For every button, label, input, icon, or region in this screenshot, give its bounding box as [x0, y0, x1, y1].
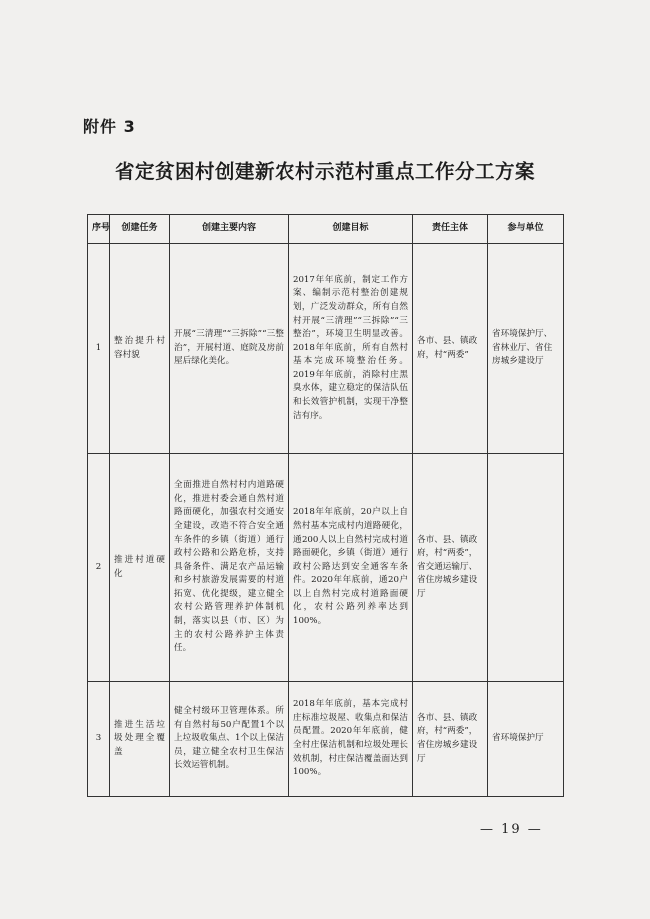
row-participants: [488, 454, 564, 682]
table-row: [88, 682, 564, 797]
row-content: 健全村级环卫管理体系。所有自然村每50户配置1个以上垃圾收集点、1个以上保洁员，建立健全农村卫生保洁长效运管机制。: [170, 682, 289, 797]
row-goal: 2018年年底前，基本完成村庄标准垃圾屋、收集点和保洁员配置。2020年年底前，健全村庄保洁机制和垃圾处理长效机制，村庄保洁覆盖面达到100%。: [289, 682, 413, 797]
row-task: 推进村道硬化: [110, 454, 170, 682]
work-division-table: [87, 214, 564, 797]
row-index: 1: [88, 244, 110, 454]
row-task: 整治提升村容村貌: [110, 244, 170, 454]
table-row: [88, 244, 564, 454]
row-content: 全面推进自然村村内道路硬化，推进村委会通自然村道路面硬化，加强农村交通安全建设，改造不符合安全通车条件的乡镇（街道）通行政村公路和公路危桥，支持具备条件、满足农产品运输和乡村旅游发展需要的村道拓宽、优化提级，建立健全农村公路管理养护体制机制，落实以县（市、区）为主的农村公路养护主体责任。: [170, 454, 289, 682]
row-responsible: 各市、县、镇政府，村“两委”: [413, 244, 488, 454]
row-participants: 省环境保护厅: [488, 682, 564, 797]
row-index: 2: [88, 454, 110, 682]
header-responsible: 责任主体: [413, 215, 488, 244]
row-responsible: 各市、县、镇政府，村“两委”，省交通运输厅、省住房城乡建设厅: [413, 454, 488, 682]
header-task: 创建任务: [110, 215, 170, 244]
page-number: — 19 —: [480, 822, 543, 837]
row-task: 推进生活垃圾处理全覆盖: [110, 682, 170, 797]
row-responsible: 各市、县、镇政府，村“两委”，省住房城乡建设厅: [413, 682, 488, 797]
header-goal: 创建目标: [289, 215, 413, 244]
row-participants: 省环境保护厅、省林业厅、省住房城乡建设厅: [488, 244, 564, 454]
document-title: 省定贫困村创建新农村示范村重点工作分工方案: [114, 160, 535, 183]
row-goal: 2018年年底前，20户以上自然村基本完成村内道路硬化，通200人以上自然村完成村道路面硬化，乡镇（街道）通行政村公路达到安全通客车条件。2020年年底前，通20户以上自然村完成村道路面硬化，农村公路列养率达到100%。: [289, 454, 413, 682]
attachment-label: 附件 3: [83, 117, 136, 136]
header-index: 序号: [88, 215, 110, 244]
table-header-row: [88, 215, 564, 244]
header-participants: 参与单位: [488, 215, 564, 244]
row-index: 3: [88, 682, 110, 797]
header-content: 创建主要内容: [170, 215, 289, 244]
table-row: [88, 454, 564, 682]
row-content: 开展“三清理”“三拆除”“三整治”，开展村道、庭院及房前屋后绿化美化。: [170, 244, 289, 454]
row-goal: 2017年年底前，制定工作方案、编制示范村整治创建规划，广泛发动群众，所有自然村开展“三清理”“三拆除”“三整治”，环境卫生明显改善。2018年年底前，所有自然村基本完成环境整治任务。2019年年底前，消除村庄黑臭水体，建立稳定的保洁队伍和长效管护机制，实现干净整洁有序。: [289, 244, 413, 454]
